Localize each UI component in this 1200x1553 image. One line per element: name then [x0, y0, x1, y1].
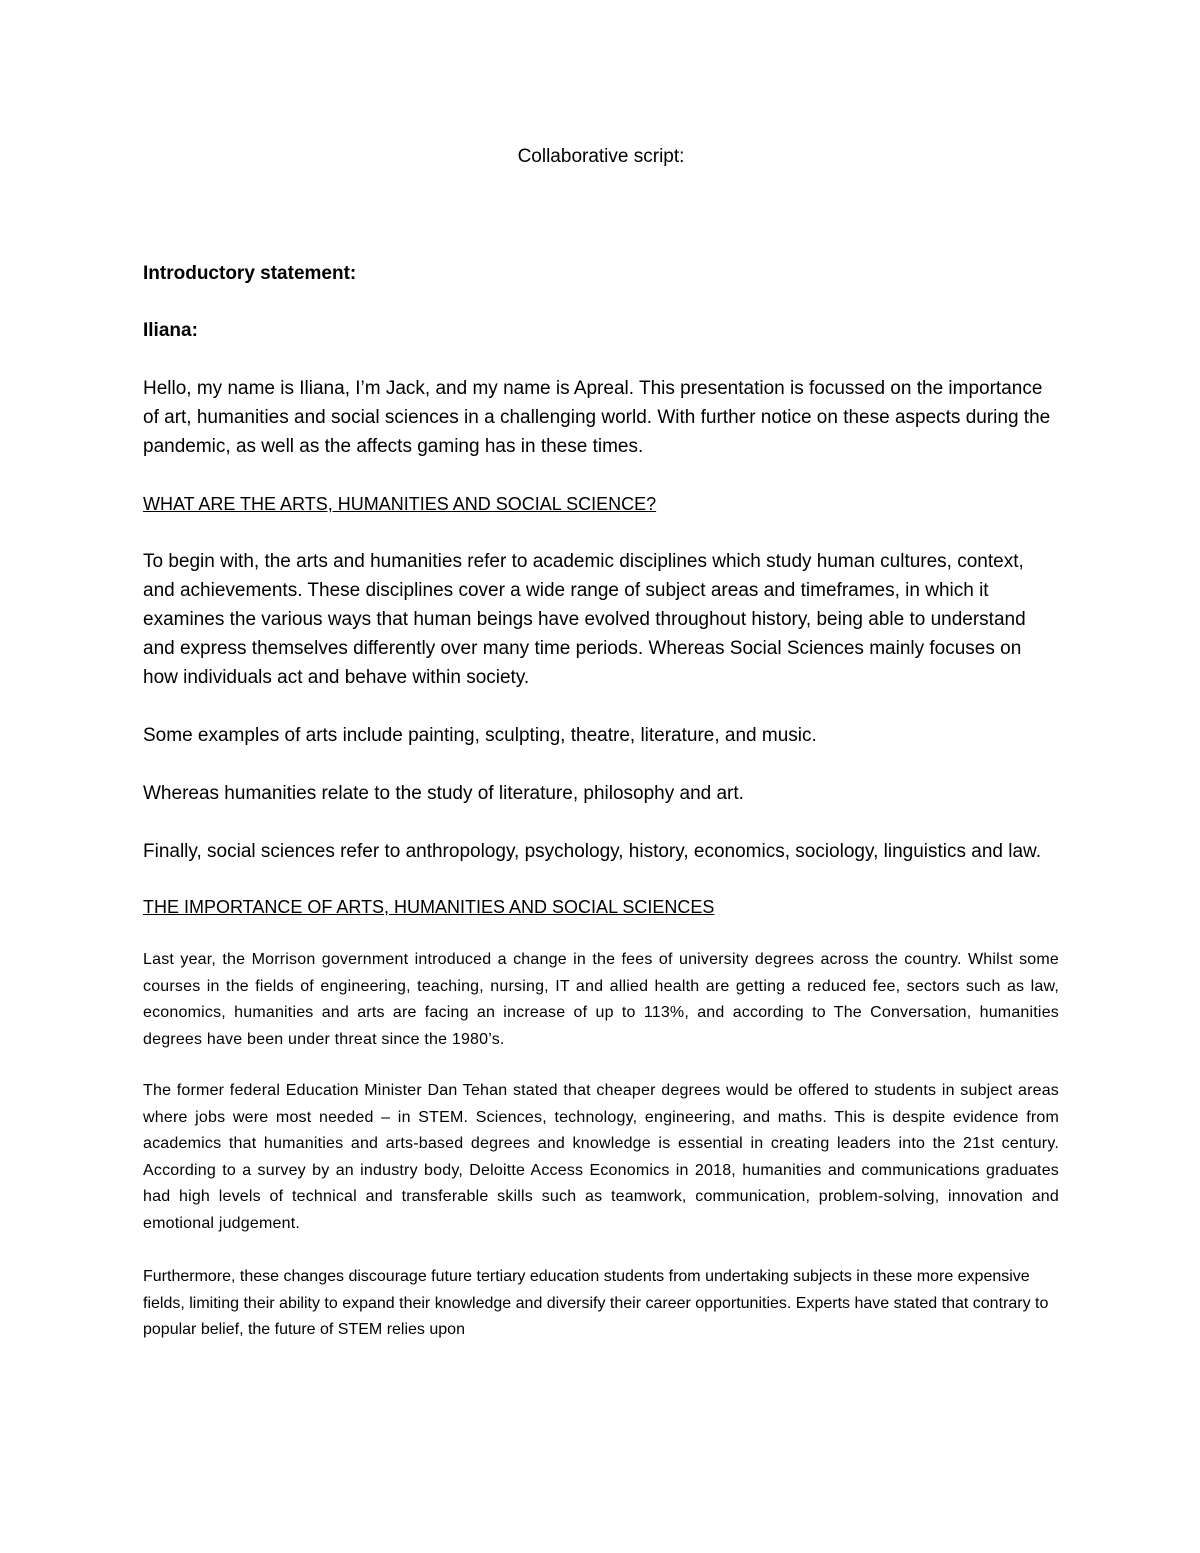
section2-paragraph: The former federal Education Minister Dan Tehan stated that cheaper degrees would be offered to students in subject areas where jobs were most needed – in STEM. Sciences, technology, engineering, and maths. This is despite evidence from academics that humanities and arts-based degrees and knowledge is essential in creating leaders into the 21st century. According to a survey by an industry body, Deloitte Access Economics in 2018, humanities and communications graduates had high levels of technical and transferable skills such as teamwork, communication, problem-solving, innovation and emotional judgement. [143, 1082, 1059, 1232]
section2-paragraph: Last year, the Morrison government introduced a change in the fees of university degrees across the country. Whilst some courses in the fields of engineering, teaching, nursing, IT and allied health are getting a reduced fee, sectors such as law, economics, humanities and arts are facing an increase of up to 113%, and according to The Conversation, humanities degrees have been under threat since the 1980’s. [143, 951, 1059, 1048]
section1-paragraph: To begin with, the arts and humanities refer to academic disciplines which study human cultures, context, and achievements. These disciplines cover a wide range of subject areas and timeframes, in which it examines the various ways that human beings have evolved throughout history, being able to understand and express themselves differently over many time periods. Whereas Social Sciences mainly focuses on how individuals act and behave within society. [143, 551, 1026, 688]
document-title: Collaborative script: [517, 146, 685, 167]
intro-paragraph: Hello, my name is Iliana, I’m Jack, and my name is Apreal. This presentation is focussed on the importance of art, humanities and social sciences in a challenging world. With further notice on these aspects during the pandemic, as well as the affects gaming has in these times. [143, 378, 1051, 457]
section1-paragraph: Finally, social sciences refer to anthropology, psychology, history, economics, sociology, linguistics and law. [143, 841, 1041, 862]
document-body [143, 143, 1059, 1344]
intro-heading: Introductory statement: [143, 263, 357, 284]
section1-paragraph: Whereas humanities relate to the study of literature, philosophy and art. [143, 783, 744, 804]
section-heading-what-are: WHAT ARE THE ARTS, HUMANITIES AND SOCIAL SCIENCE? [143, 494, 657, 514]
section2-paragraph: Furthermore, these changes discourage future tertiary education students from undertaking subjects in these more expensive fields, limiting their ability to expand their knowledge and diversify their career opportunities. Experts have stated that contrary to popular belief, the future of STEM relies upon [143, 1268, 1049, 1338]
section-heading-importance: THE IMPORTANCE OF ARTS, HUMANITIES AND SOCIAL SCIENCES [143, 897, 715, 917]
speaker-label: Iliana: [143, 320, 198, 341]
section1-paragraph: Some examples of arts include painting, sculpting, theatre, literature, and music. [143, 725, 817, 746]
